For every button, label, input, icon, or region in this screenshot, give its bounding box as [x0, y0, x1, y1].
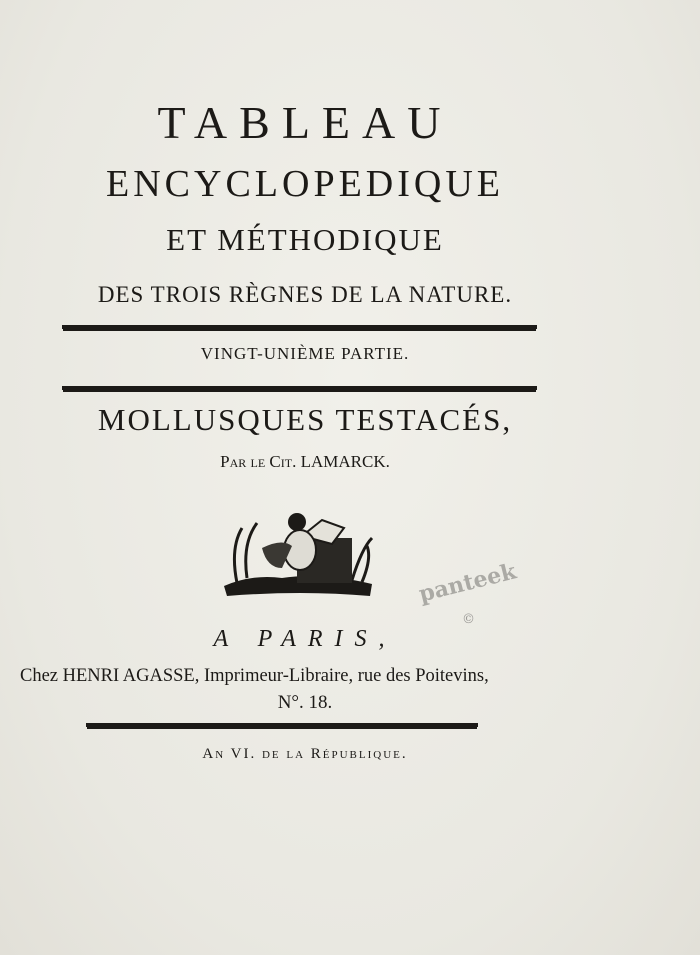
title-line-3: ET MÉTHODIQUE [166, 222, 444, 257]
title-line-1: TABLEAU [157, 97, 453, 148]
watermark-copyright: © [462, 612, 475, 627]
title-line-4: DES TROIS RÈGNES DE LA NATURE. [97, 282, 513, 307]
imprint-city: A PARIS, [213, 626, 397, 652]
date-line: An VI. de la République. [202, 746, 408, 762]
subject-title: MOLLUSQUES TESTACÉS, [97, 402, 513, 437]
imprint-number: N°. 18. [277, 692, 333, 713]
watermark-text: panteek [416, 558, 519, 608]
double-rule [62, 325, 537, 329]
part-label: VINGT-UNIÈME PARTIE. [200, 344, 410, 363]
author-line: Par le Cit. LAMARCK. [220, 452, 390, 471]
title-line-2: ENCYCLOPEDIQUE [106, 163, 504, 205]
double-rule [86, 723, 478, 727]
imprint-publisher: Chez HENRI AGASSE, Imprimeur-Libraire, rue des Poitevins, [20, 666, 489, 686]
engraved-vignette [222, 508, 377, 598]
double-rule [62, 386, 537, 390]
